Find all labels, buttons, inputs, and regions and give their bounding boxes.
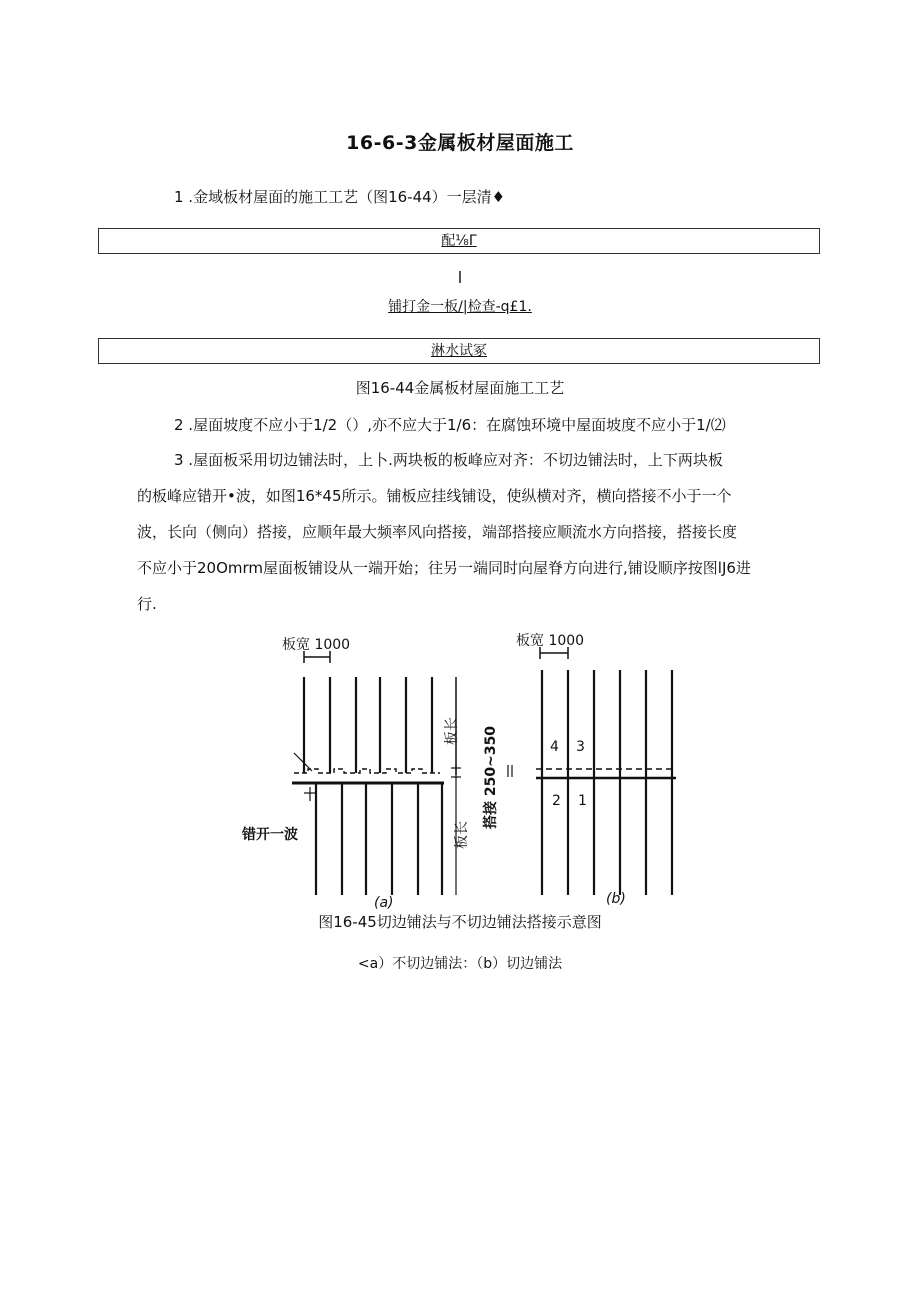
overlap-label: 搭接 250~350 xyxy=(483,725,499,829)
figure-16-45-subcaption: <a）不切边铺法：（b）切边铺法 xyxy=(357,956,563,972)
item-3-line-5: 行. xyxy=(137,595,157,613)
subfigure-b-label: (b) xyxy=(606,891,626,907)
item-3-line-2: 的板峰应错开•波，如图16*45所示。铺板应挂线铺设，使纵横对齐，横向搭接不小于一个 xyxy=(137,487,732,505)
figure-16-44-caption: 图16-44金属板材屋面施工工艺 xyxy=(355,379,565,397)
flow-box-2 xyxy=(98,338,820,364)
board-number-4: 4 xyxy=(550,739,559,755)
overlap-diagram xyxy=(230,625,690,910)
flow-arrow: l xyxy=(457,268,463,287)
board-length-top-label: 板长 xyxy=(444,717,460,745)
board-number-3: 3 xyxy=(576,739,585,755)
item-3-line-4: 不应小于20Omrm屋面板铺设从一端开始；往另一端同时向屋脊方向进行,铺设顺序按图lJ6进 xyxy=(137,559,751,577)
board-length-bottom-label: 板长 xyxy=(454,821,470,849)
flow-box-1 xyxy=(98,228,820,254)
flow-box-1-label: 配⅛Γ xyxy=(441,233,477,249)
width-label-a: 板宽 1000 xyxy=(282,637,351,653)
flow-box-2-label: 淋水试冢 xyxy=(431,343,487,359)
flow-step: 铺打金一板/|检查-q£1. xyxy=(388,299,532,315)
width-label-b: 板宽 1000 xyxy=(516,633,585,649)
section-heading: 16-6-3金属板材屋面施工 xyxy=(346,132,574,154)
subfigure-a-label: (a) xyxy=(374,895,394,910)
stagger-label: 错开一波 xyxy=(242,827,298,843)
item-3-line-3: 波，长向（侧向）搭接，应顺年最大频率风向搭接，端部搭接应顺流水方向搭接，搭接长度 xyxy=(137,523,738,541)
item-3-line-1: 3 .屋面板采用切边铺法时，上卜.两块板的板峰应对齐：不切边铺法时，上下两块板 xyxy=(174,451,723,469)
figure-16-45-caption: 图16-45切边铺法与不切边铺法搭接示意图 xyxy=(318,913,602,931)
board-number-1: 1 xyxy=(578,793,587,809)
diagram-a xyxy=(292,651,461,895)
item-1-text: 1 .金域板材屋面的施工工艺（图16-44）一层清♦ xyxy=(174,188,506,206)
board-number-2: 2 xyxy=(552,793,561,809)
diagram-b xyxy=(508,647,676,895)
item-2-text: 2 .屋面坡度不应小于1/2（）,亦不应大于1/6：在腐蚀环境中屋面坡度不应小于1/⑵ xyxy=(174,416,726,434)
